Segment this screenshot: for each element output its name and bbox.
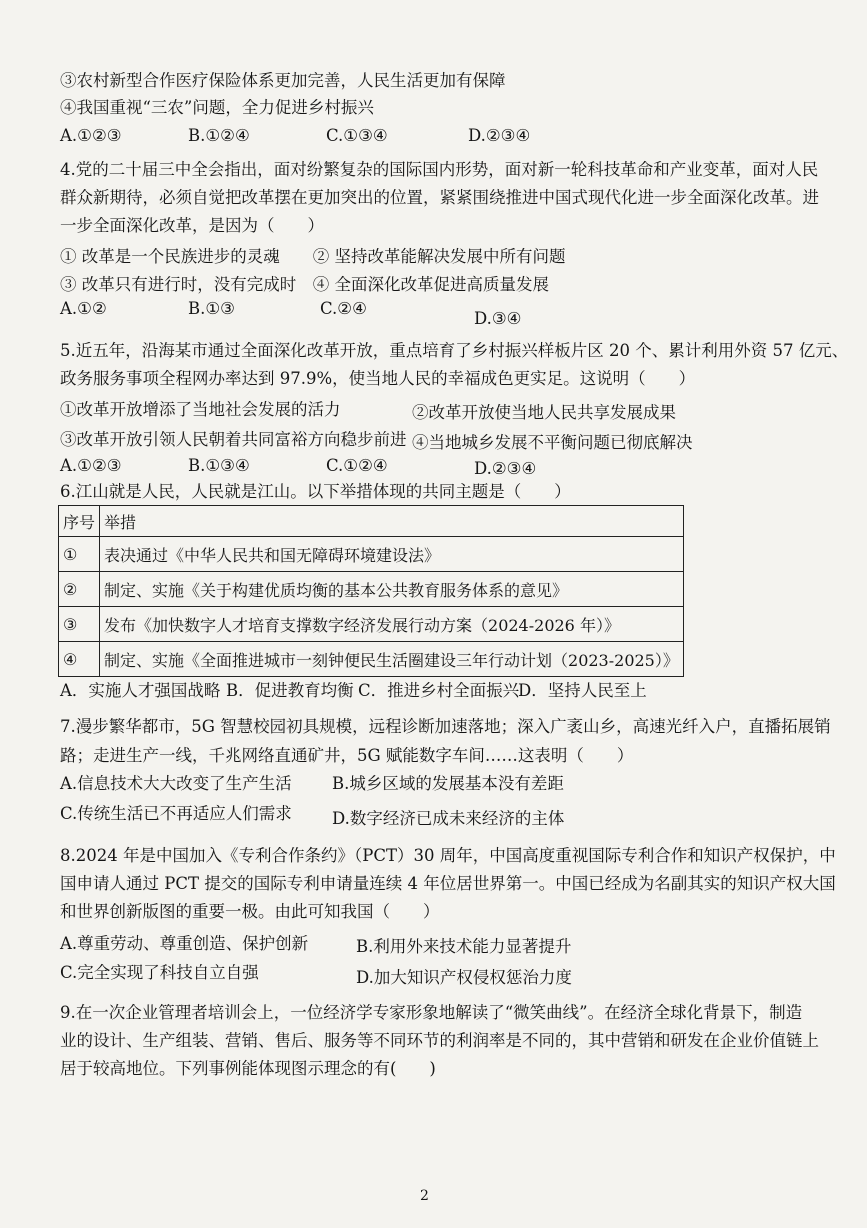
row-measure: 表决通过《中华人民共和国无障碍环境建设法》 [100, 537, 684, 572]
page-number: 2 [420, 1188, 429, 1204]
row-measure: 发布《加快数字人才培育支撑数字经济发展行动方案（2024-2026 年）》 [100, 607, 684, 642]
q4-options [60, 298, 820, 328]
table-row [59, 607, 684, 642]
q8-options-row-1 [60, 933, 820, 955]
question-7-stem-2: 路；走进生产一线，千兆网络直通矿井，5G 赋能数字车间……这表明（ ） [60, 746, 634, 765]
option-d[interactable]: D.加大知识产权侵权惩治力度 [356, 968, 572, 987]
question-8-stem-2: 国申请人通过 PCT 提交的国际专利申请量连续 4 年位居世界第一。中国已经成为名副其实的知识产权大国 [60, 874, 836, 893]
option-b[interactable]: B．促进教育均衡 [226, 681, 354, 700]
option-b[interactable]: B.①③④ [188, 456, 250, 475]
row-measure: 制定、实施《全面推进城市一刻钟便民生活圈建设三年行动计划（2023-2025）》 [100, 642, 684, 677]
q5-options [60, 455, 820, 477]
option-a[interactable]: A.①②③ [60, 456, 122, 475]
option-c[interactable]: C.①③④ [326, 126, 388, 145]
q3-options [60, 125, 820, 147]
header-measure: 举措 [100, 506, 684, 537]
question-5-stem-1: 5.近五年，沿海某市通过全面深化改革开放，重点培育了乡村振兴样板片区 20 个、累计利用外资 57 亿元、 [60, 341, 849, 360]
question-5-stem-2: 政务服务事项全程网办率达到 97.9%，使当地人民的幸福成色更实足。这说明（ ） [60, 369, 696, 388]
row-number: ④ [59, 642, 100, 677]
question-6-stem: 6.江山就是人民，人民就是江山。以下举措体现的共同主题是（ ） [60, 482, 571, 501]
option-a[interactable]: A.①②③ [60, 126, 122, 145]
option-d[interactable]: D.②③④ [468, 126, 531, 145]
q6-options [60, 680, 820, 702]
row-number: ③ [59, 607, 100, 642]
row-number: ① [59, 537, 100, 572]
option-a[interactable]: A.①② [60, 299, 107, 318]
question-4-stem-2: 群众新期待，必须自觉把改革摆在更加突出的位置，紧紧围绕推进中国式现代化进一步全面深化改革。进 [60, 188, 819, 207]
question-4-statements-1: ① 改革是一个民族进步的灵魂 ② 坚持改革能解决发展中所有问题 [60, 247, 566, 266]
option-c[interactable]: C.完全实现了科技自立自强 [60, 963, 259, 982]
option-a[interactable]: A.尊重劳动、尊重创造、保护创新 [60, 934, 309, 953]
question-5-statement-3: ③改革开放引领人民朝着共同富裕方向稳步前进 [60, 430, 407, 449]
option-a[interactable]: A．实施人才强国战略 [60, 681, 221, 700]
option-b[interactable]: B.利用外来技术能力显著提升 [356, 937, 572, 956]
question-5-statement-1: ①改革开放增添了当地社会发展的活力 [60, 400, 341, 419]
measures-table [58, 505, 684, 677]
statement-3: ③农村新型合作医疗保险体系更加完善，人民生活更加有保障 [60, 71, 506, 90]
option-c[interactable]: C.传统生活已不再适应人们需求 [60, 804, 292, 823]
row-number: ② [59, 572, 100, 607]
q7-options-row-2 [60, 803, 820, 828]
option-b[interactable]: B.城乡区域的发展基本没有差距 [332, 774, 564, 793]
q7-options-row-1 [60, 773, 820, 795]
question-4-stem-1: 4.党的二十届三中全会指出，面对纷繁复杂的国际国内形势，面对新一轮科技革命和产业变革，面对人民 [60, 160, 819, 179]
option-d[interactable]: D.③④ [474, 309, 522, 328]
statement-4: ④我国重视“三农”问题，全力促进乡村振兴 [60, 98, 374, 117]
table-row [59, 642, 684, 677]
option-d[interactable]: D.②③④ [474, 459, 537, 478]
question-8-stem-3: 和世界创新版图的重要一极。由此可知我国（ ） [60, 902, 440, 921]
option-b[interactable]: B.①②④ [188, 126, 250, 145]
option-a[interactable]: A.信息技术大大改变了生产生活 [60, 774, 292, 793]
question-4-statements-2: ③ 改革只有进行时，没有完成时 ④ 全面深化改革促进高质量发展 [60, 275, 549, 294]
question-9-stem-2: 业的设计、生产组装、营销、售后、服务等不同环节的利润率是不同的，其中营销和研发在企业价值链上 [60, 1031, 819, 1050]
row-measure: 制定、实施《关于构建优质均衡的基本公共教育服务体系的意见》 [100, 572, 684, 607]
option-d[interactable]: D．坚持人民至上 [518, 681, 647, 700]
option-d[interactable]: D.数字经济已成未来经济的主体 [332, 809, 565, 828]
table-row [59, 537, 684, 572]
q8-options-row-2 [60, 962, 820, 987]
option-b[interactable]: B.①③ [188, 299, 235, 318]
table-header-row [59, 506, 684, 537]
question-5-statement-2: ②改革开放使当地人民共享发展成果 [412, 403, 676, 422]
question-5-statement-4: ④当地城乡发展不平衡问题已彻底解决 [412, 433, 693, 452]
question-9-stem-1: 9.在一次企业管理者培训会上，一位经济学专家形象地解读了“微笑曲线”。在经济全球化背景下，制造 [60, 1003, 803, 1022]
question-7-stem-1: 7.漫步繁华都市，5G 智慧校园初具规模，远程诊断加速落地；深入广袤山乡，高速光纤入户，直播拓展销 [60, 717, 831, 736]
question-8-stem-1: 8.2024 年是中国加入《专利合作条约》（PCT）30 周年，中国高度重视国际专利合作和知识产权保护，中 [60, 846, 836, 865]
header-number: 序号 [59, 506, 100, 537]
option-c[interactable]: C．推进乡村全面振兴 [358, 681, 520, 700]
question-9-stem-3: 居于较高地位。下列事例能体现图示理念的有( ) [60, 1059, 436, 1078]
table-row [59, 572, 684, 607]
option-c[interactable]: C.①②④ [326, 456, 388, 475]
option-c[interactable]: C.②④ [320, 299, 367, 318]
question-4-stem-3: 一步全面深化改革，是因为（ ） [60, 216, 324, 235]
